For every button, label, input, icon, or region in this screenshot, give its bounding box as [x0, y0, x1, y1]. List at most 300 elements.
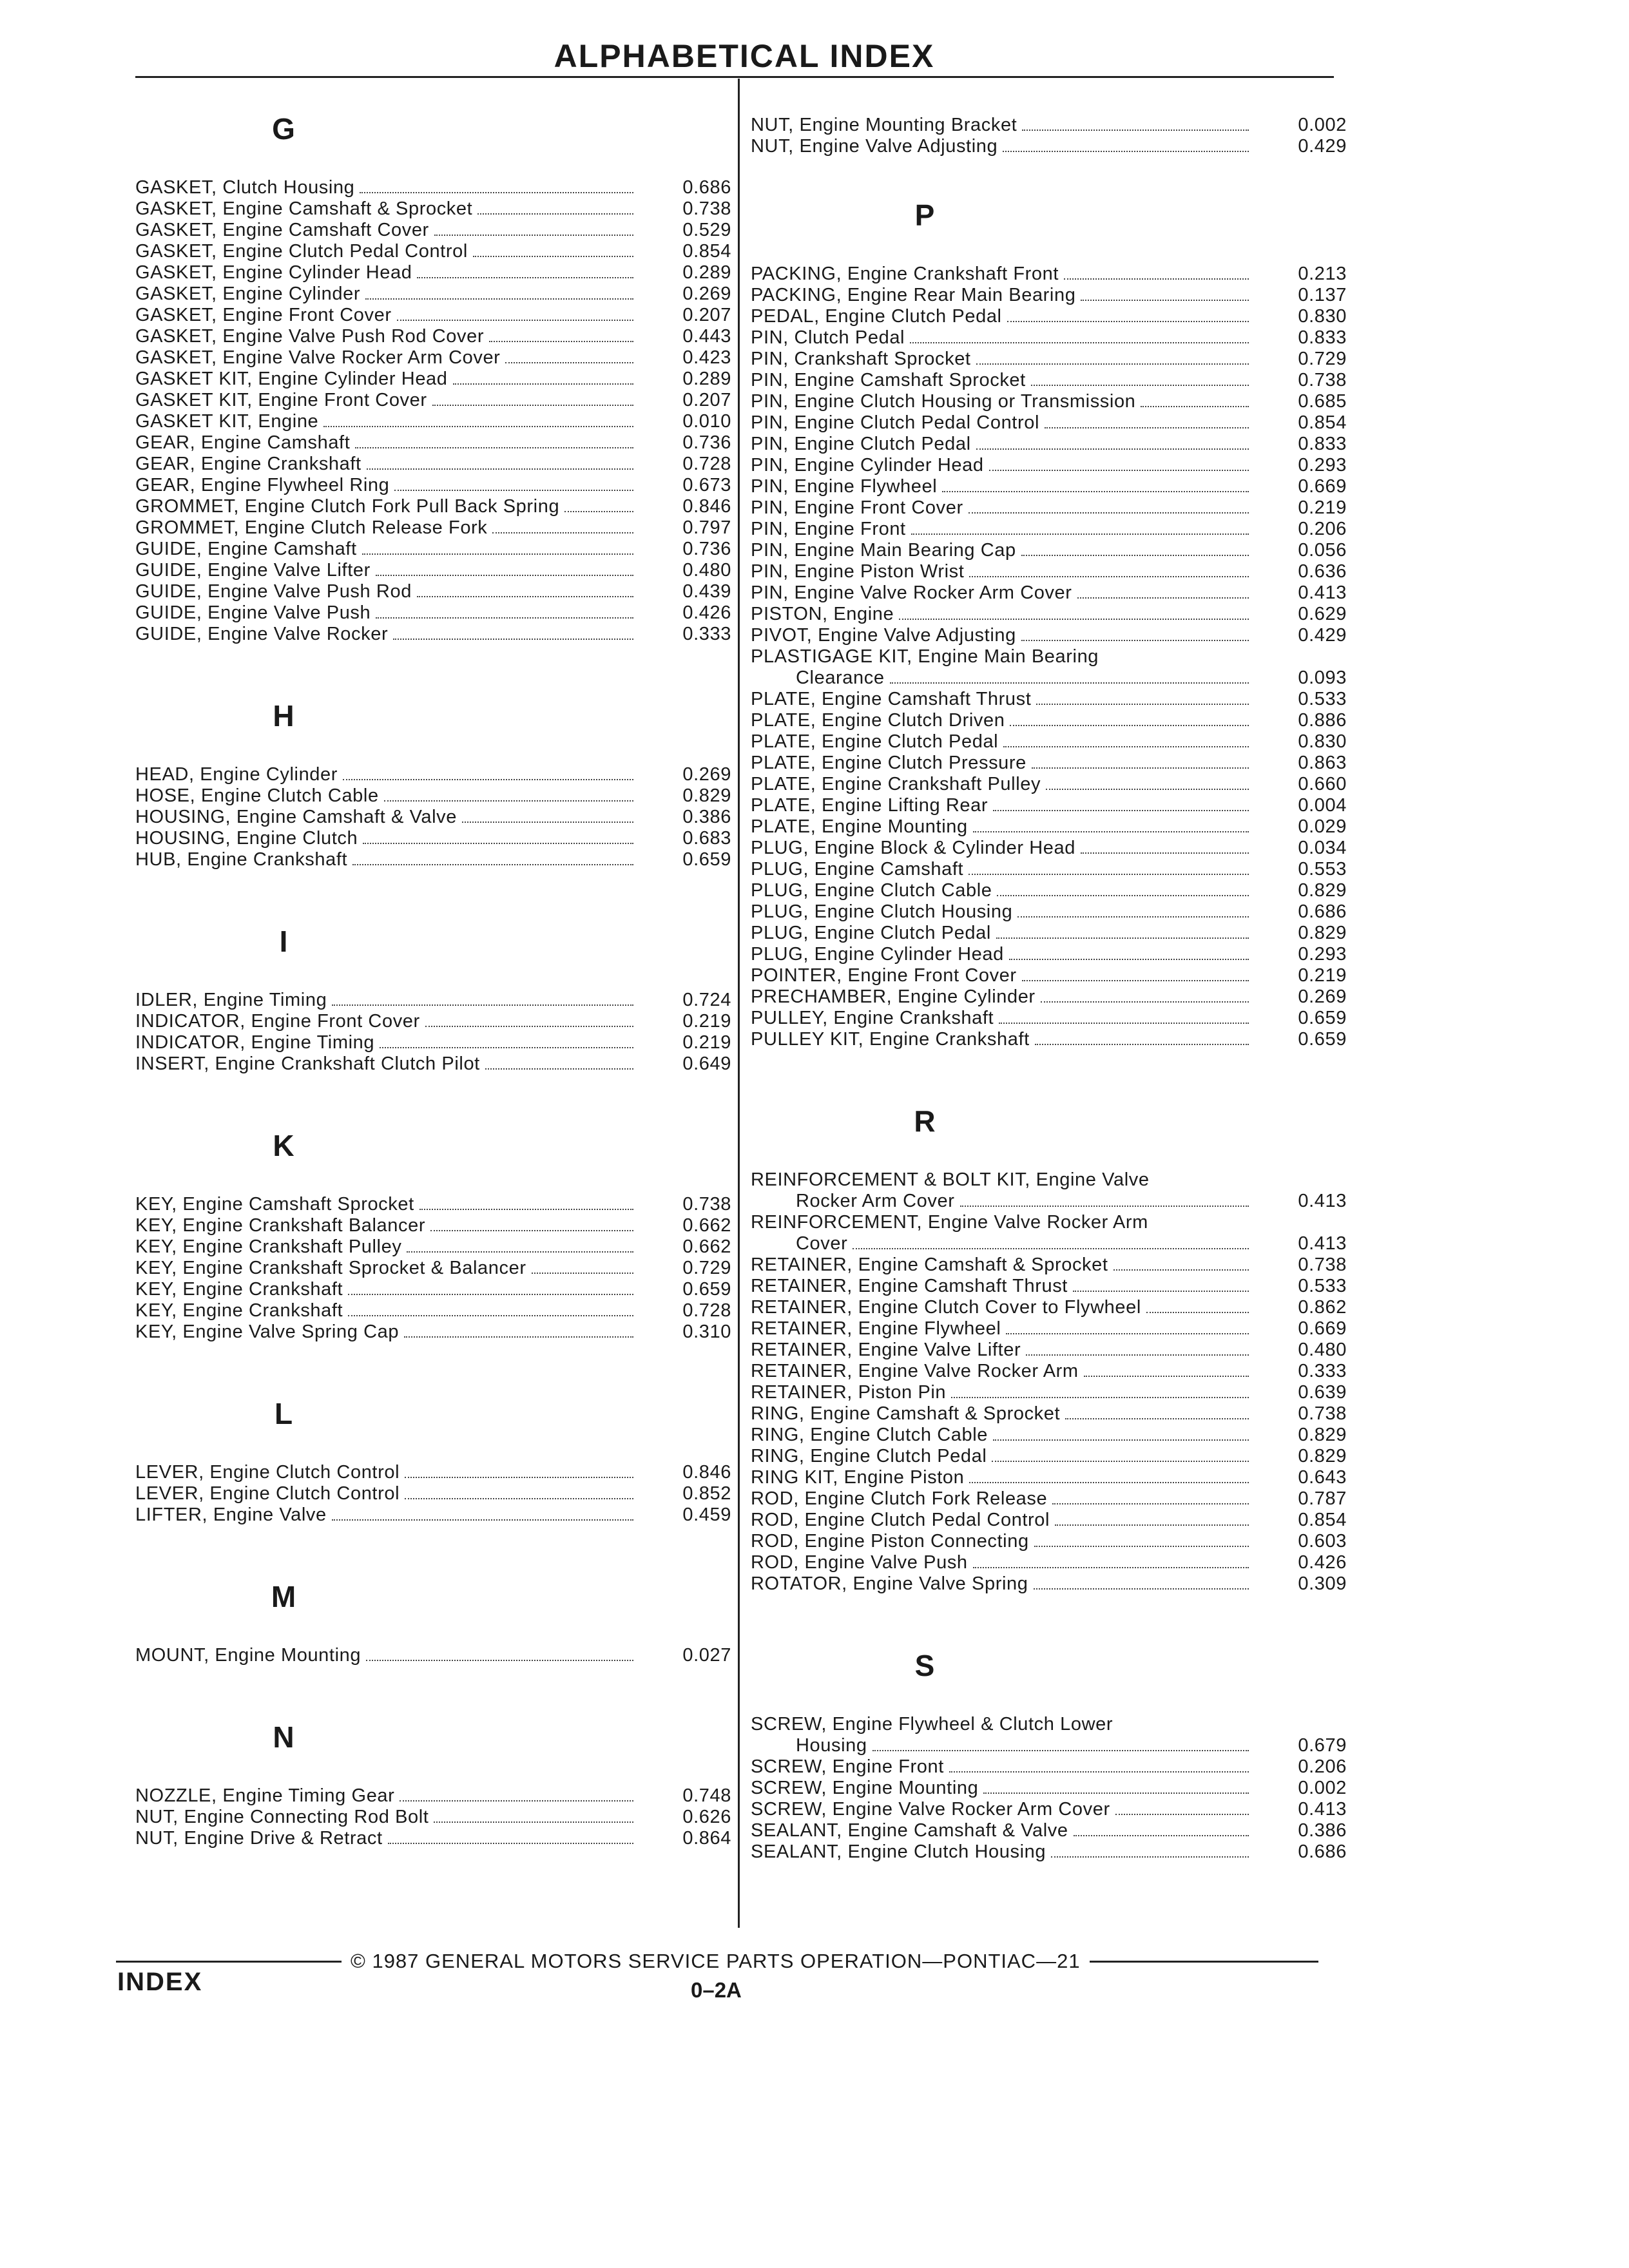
entry-label: INSERT, Engine Crankshaft Clutch Pilot — [135, 1053, 480, 1074]
index-entry — [751, 986, 1347, 1008]
entry-label: KEY, Engine Camshaft Sprocket — [135, 1194, 414, 1215]
entry-label: ROD, Engine Clutch Fork Release — [751, 1488, 1048, 1509]
index-entry — [751, 774, 1347, 795]
dot-leader — [417, 277, 633, 278]
index-entry — [751, 1756, 1347, 1778]
index-entry — [135, 1807, 731, 1828]
dot-leader — [1021, 555, 1249, 556]
entry-label: PLATE, Engine Crankshaft Pulley — [751, 774, 1041, 794]
index-entry — [751, 1820, 1347, 1841]
entry-label: PLUG, Engine Clutch Pedal — [751, 923, 991, 943]
index-entry — [135, 785, 731, 807]
index-entry — [135, 305, 731, 326]
left-column — [135, 97, 731, 1849]
index-entry — [751, 540, 1347, 561]
index-section — [135, 1564, 731, 1666]
section-letter: N — [273, 1720, 294, 1754]
entry-label: KEY, Engine Crankshaft — [135, 1279, 343, 1300]
entry-label: REINFORCEMENT, Engine Valve Rocker Arm — [751, 1212, 1148, 1233]
index-entry — [751, 519, 1347, 540]
index-entry — [751, 965, 1347, 986]
column-divider — [738, 79, 740, 1928]
entry-label: GROMMET, Engine Clutch Release Fork — [135, 517, 488, 538]
entry-page-ref: 0.213 — [1298, 264, 1347, 284]
entry-page-ref: 0.686 — [682, 177, 731, 198]
dot-leader — [362, 553, 633, 555]
section-letter: H — [273, 699, 294, 733]
dot-leader — [376, 617, 633, 619]
entry-label: GASKET KIT, Engine Cylinder Head — [135, 369, 448, 389]
entry-page-ref: 0.137 — [1298, 285, 1347, 305]
entry-page-ref: 0.852 — [682, 1483, 731, 1504]
entry-page-ref: 0.002 — [1298, 115, 1347, 135]
index-entry — [751, 1297, 1347, 1318]
dot-leader — [1113, 1269, 1249, 1271]
entry-label: PRECHAMBER, Engine Cylinder — [751, 986, 1036, 1007]
entry-label: PIN, Engine Front Cover — [751, 497, 963, 518]
entry-page-ref: 0.738 — [1298, 370, 1347, 390]
dot-leader — [492, 532, 633, 533]
section-letter: K — [273, 1129, 294, 1162]
index-entry — [751, 434, 1347, 455]
dot-leader — [993, 1439, 1249, 1441]
dot-leader — [1115, 1814, 1249, 1815]
index-entry — [135, 539, 731, 560]
dot-leader — [1052, 1503, 1249, 1504]
dot-leader — [973, 1567, 1249, 1568]
page-number: 0–2A — [691, 1978, 742, 2002]
entry-page-ref: 0.643 — [1298, 1467, 1347, 1488]
entry-label: PIN, Crankshaft Sprocket — [751, 349, 971, 369]
dot-leader — [853, 1248, 1249, 1249]
index-section — [751, 1089, 1347, 1595]
index-entry — [135, 262, 731, 284]
entry-page-ref: 0.386 — [1298, 1820, 1347, 1841]
index-entry — [751, 391, 1347, 412]
entry-label: NUT, Engine Connecting Rod Bolt — [135, 1807, 429, 1827]
entry-label: PLUG, Engine Clutch Cable — [751, 880, 992, 901]
entry-label: KEY, Engine Crankshaft Sprocket & Balancer — [135, 1258, 526, 1278]
index-entry — [751, 901, 1347, 923]
index-entry — [751, 327, 1347, 349]
dot-leader — [1081, 300, 1249, 301]
page-title: ALPHABETICAL INDEX — [554, 38, 935, 74]
index-entry — [751, 1714, 1347, 1735]
entry-page-ref: 0.686 — [1298, 1841, 1347, 1862]
entry-page-ref: 0.413 — [1298, 1191, 1347, 1211]
index-entry — [751, 1488, 1347, 1510]
entry-label: GASKET, Engine Cylinder — [135, 284, 361, 304]
index-entry — [751, 646, 1347, 668]
entry-label: Rocker Arm Cover — [796, 1191, 955, 1211]
index-entry — [135, 1300, 731, 1321]
entry-page-ref: 0.480 — [1298, 1340, 1347, 1360]
index-entry — [135, 517, 731, 539]
entry-label: HOUSING, Engine Camshaft & Valve — [135, 807, 457, 827]
entry-label: RING, Engine Clutch Pedal — [751, 1446, 987, 1466]
index-entry — [135, 347, 731, 369]
dot-leader — [976, 363, 1249, 365]
entry-label: GUIDE, Engine Valve Lifter — [135, 560, 371, 581]
dot-leader — [989, 470, 1249, 471]
entry-page-ref: 0.459 — [682, 1504, 731, 1525]
entry-label: GEAR, Engine Crankshaft — [135, 454, 361, 474]
entry-label: HEAD, Engine Cylinder — [135, 764, 338, 785]
dot-leader — [485, 1068, 633, 1070]
dot-leader — [505, 362, 633, 363]
entry-page-ref: 0.863 — [1298, 753, 1347, 773]
dot-leader — [899, 619, 1249, 620]
entry-label: ROTATOR, Engine Valve Spring — [751, 1573, 1028, 1594]
entry-label: POINTER, Engine Front Cover — [751, 965, 1017, 986]
entry-label: PIN, Engine Main Bearing Cap — [751, 540, 1016, 561]
entry-page-ref: 0.728 — [682, 1300, 731, 1321]
entry-page-ref: 0.662 — [682, 1236, 731, 1257]
entry-page-ref: 0.206 — [1298, 1756, 1347, 1777]
entry-label: GUIDE, Engine Valve Push Rod — [135, 581, 412, 602]
footer-text: © 1987 GENERAL MOTORS SERVICE PARTS OPERATION—PONTIAC—21 — [351, 1950, 1081, 1972]
entry-label: SEALANT, Engine Clutch Housing — [751, 1841, 1046, 1862]
section-label: INDEX — [117, 1968, 203, 1996]
dot-leader — [992, 1461, 1249, 1462]
dot-leader — [890, 682, 1249, 684]
entry-label: PACKING, Engine Crankshaft Front — [751, 264, 1059, 284]
index-section — [751, 1633, 1347, 1863]
entry-page-ref: 0.685 — [1298, 391, 1347, 412]
entry-page-ref: 0.289 — [682, 369, 731, 389]
index-entry — [751, 731, 1347, 753]
dot-leader — [1041, 1001, 1249, 1003]
index-entry — [751, 1233, 1347, 1254]
dot-leader — [365, 298, 633, 300]
index-entry — [751, 668, 1347, 689]
entry-label: SCREW, Engine Mounting — [751, 1778, 979, 1798]
entry-page-ref: 0.004 — [1298, 795, 1347, 816]
footer-rule-right — [1090, 1961, 1318, 1963]
entry-label: PEDAL, Engine Clutch Pedal — [751, 306, 1002, 327]
entry-label: PIN, Engine Flywheel — [751, 476, 938, 497]
index-entry — [135, 454, 731, 475]
entry-label: RETAINER, Engine Camshaft Thrust — [751, 1276, 1068, 1296]
entry-page-ref: 0.659 — [682, 849, 731, 870]
entry-label: SCREW, Engine Valve Rocker Arm Cover — [751, 1799, 1110, 1820]
dot-leader — [973, 831, 1249, 832]
dot-leader — [1034, 1588, 1249, 1590]
entry-page-ref: 0.854 — [1298, 1510, 1347, 1530]
dot-leader — [1003, 746, 1249, 747]
entry-page-ref: 0.683 — [682, 828, 731, 849]
dot-leader — [1007, 321, 1249, 322]
entry-label: MOUNT, Engine Mounting — [135, 1645, 361, 1666]
index-entry — [751, 1169, 1347, 1191]
dot-leader — [393, 639, 633, 640]
entry-page-ref: 0.269 — [682, 764, 731, 785]
dot-leader — [366, 1660, 633, 1661]
entry-page-ref: 0.413 — [1298, 1233, 1347, 1254]
dot-leader — [1009, 959, 1249, 960]
index-entry — [751, 1403, 1347, 1425]
index-entry — [751, 1029, 1347, 1050]
top-rule — [135, 76, 1334, 78]
entry-label: RING, Engine Clutch Cable — [751, 1425, 988, 1445]
index-entry — [751, 1531, 1347, 1552]
entry-label: PIN, Engine Clutch Housing or Transmission — [751, 391, 1136, 412]
index-entry — [751, 944, 1347, 965]
entry-page-ref: 0.636 — [1298, 561, 1347, 582]
entry-label: PIN, Engine Cylinder Head — [751, 455, 984, 476]
dot-leader — [473, 256, 633, 257]
entry-page-ref: 0.386 — [682, 807, 731, 827]
entry-page-ref: 0.443 — [682, 326, 731, 347]
index-entry — [751, 689, 1347, 710]
entry-page-ref: 0.846 — [682, 496, 731, 517]
index-entry — [135, 475, 731, 496]
index-entry — [135, 411, 731, 432]
entry-label: LIFTER, Engine Valve — [135, 1504, 327, 1525]
dot-leader — [910, 342, 1249, 343]
dot-leader — [434, 1821, 633, 1823]
entry-page-ref: 0.423 — [682, 347, 731, 368]
index-entry — [135, 1462, 731, 1483]
entry-page-ref: 0.439 — [682, 581, 731, 602]
entry-label: PIVOT, Engine Valve Adjusting — [751, 625, 1016, 646]
index-entry — [751, 455, 1347, 476]
entry-label: RETAINER, Engine Valve Rocker Arm — [751, 1361, 1079, 1381]
entry-label: ROD, Engine Piston Connecting — [751, 1531, 1029, 1552]
dot-leader — [434, 235, 633, 236]
entry-page-ref: 0.833 — [1298, 434, 1347, 454]
dot-leader — [407, 1251, 633, 1253]
index-entry — [135, 1032, 731, 1053]
entry-page-ref: 0.738 — [1298, 1403, 1347, 1424]
index-entry — [751, 306, 1347, 327]
dot-leader — [453, 383, 633, 385]
entry-label: PIN, Engine Valve Rocker Arm Cover — [751, 582, 1072, 603]
dot-leader — [323, 426, 633, 427]
footer-rule-left — [116, 1961, 342, 1963]
entry-page-ref: 0.854 — [1298, 412, 1347, 433]
section-letter: L — [274, 1397, 293, 1430]
entry-page-ref: 0.002 — [1298, 1778, 1347, 1798]
entry-page-ref: 0.289 — [682, 262, 731, 283]
dot-leader — [1031, 385, 1249, 386]
index-entry — [135, 1828, 731, 1849]
entry-label: INDICATOR, Engine Front Cover — [135, 1011, 420, 1032]
index-entry — [751, 1799, 1347, 1820]
entry-page-ref: 0.269 — [682, 284, 731, 304]
entry-page-ref: 0.659 — [682, 1279, 731, 1300]
entry-label: ROD, Engine Clutch Pedal Control — [751, 1510, 1050, 1530]
entry-page-ref: 0.219 — [682, 1011, 731, 1032]
dot-leader — [1077, 597, 1249, 599]
entry-page-ref: 0.736 — [682, 432, 731, 453]
index-entry — [135, 496, 731, 517]
entry-label: PLUG, Engine Clutch Housing — [751, 901, 1013, 922]
dot-leader — [1073, 1291, 1249, 1292]
entry-label: PIN, Engine Front — [751, 519, 906, 539]
entry-label: RETAINER, Engine Camshaft & Sprocket — [751, 1254, 1108, 1275]
entry-page-ref: 0.649 — [682, 1053, 731, 1074]
dot-leader — [432, 405, 633, 406]
section-letter: I — [279, 925, 288, 958]
index-entry — [751, 264, 1347, 285]
dot-leader — [384, 800, 633, 802]
entry-page-ref: 0.629 — [1298, 604, 1347, 624]
index-entry — [135, 326, 731, 347]
entry-page-ref: 0.293 — [1298, 455, 1347, 476]
entry-page-ref: 0.219 — [682, 1032, 731, 1053]
dot-leader — [417, 596, 633, 597]
entry-label: GASKET, Engine Camshaft Cover — [135, 220, 429, 240]
index-entry — [135, 560, 731, 581]
index-entry — [751, 1212, 1347, 1233]
index-entry — [751, 1510, 1347, 1531]
index-entry — [751, 816, 1347, 838]
entry-label: GASKET, Engine Valve Push Rod Cover — [135, 326, 485, 347]
entry-label: LEVER, Engine Clutch Control — [135, 1462, 400, 1483]
index-section — [751, 183, 1347, 1050]
index-entry — [135, 1321, 731, 1343]
dot-leader — [1003, 151, 1249, 152]
index-entry — [751, 561, 1347, 582]
entry-label: GUIDE, Engine Camshaft — [135, 539, 357, 559]
index-entry — [751, 1425, 1347, 1446]
entry-label: HOSE, Engine Clutch Cable — [135, 785, 379, 806]
entry-label: GEAR, Engine Camshaft — [135, 432, 351, 453]
entry-page-ref: 0.269 — [1298, 986, 1347, 1007]
entry-label: PLUG, Engine Camshaft — [751, 859, 964, 879]
entry-label: GUIDE, Engine Valve Push — [135, 602, 371, 623]
entry-label: KEY, Engine Crankshaft Balancer — [135, 1215, 426, 1236]
dot-leader — [462, 822, 633, 823]
entry-label: PLATE, Engine Clutch Pedal — [751, 731, 999, 752]
entry-page-ref: 0.429 — [1298, 625, 1347, 646]
entry-page-ref: 0.413 — [1298, 582, 1347, 603]
dot-leader — [1021, 640, 1249, 641]
entry-label: RETAINER, Engine Valve Lifter — [751, 1340, 1021, 1360]
dot-leader — [1055, 1524, 1249, 1526]
dot-leader — [355, 447, 633, 448]
index-entry — [135, 1215, 731, 1236]
index-entry — [135, 581, 731, 602]
entry-label: GASKET, Engine Camshaft & Sprocket — [135, 198, 473, 219]
entry-page-ref: 0.027 — [682, 1645, 731, 1666]
entry-label: KEY, Engine Crankshaft Pulley — [135, 1236, 402, 1257]
index-entry — [135, 1053, 731, 1075]
entry-page-ref: 0.219 — [1298, 965, 1347, 986]
dot-leader — [397, 320, 633, 321]
dot-leader — [1026, 1354, 1249, 1356]
dot-leader — [532, 1273, 633, 1274]
section-letter: R — [914, 1104, 936, 1138]
dot-leader — [1146, 1312, 1249, 1313]
entry-page-ref: 0.333 — [1298, 1361, 1347, 1381]
entry-page-ref: 0.333 — [682, 624, 731, 644]
entry-page-ref: 0.846 — [682, 1462, 731, 1483]
dot-leader — [388, 1843, 633, 1844]
entry-label: KEY, Engine Valve Spring Cap — [135, 1321, 400, 1342]
entry-page-ref: 0.736 — [682, 539, 731, 559]
dot-leader — [394, 490, 633, 491]
dot-leader — [951, 1397, 1249, 1398]
entry-label: PIN, Clutch Pedal — [751, 327, 905, 348]
entry-page-ref: 0.603 — [1298, 1531, 1347, 1552]
dot-leader — [376, 575, 633, 576]
entry-label: KEY, Engine Crankshaft — [135, 1300, 343, 1321]
entry-page-ref: 0.669 — [1298, 476, 1347, 497]
dot-leader — [969, 512, 1249, 514]
index-section — [135, 1705, 731, 1849]
entry-page-ref: 0.010 — [682, 411, 731, 432]
dot-leader — [997, 895, 1249, 896]
entry-page-ref: 0.034 — [1298, 838, 1347, 858]
entry-label: GEAR, Engine Flywheel Ring — [135, 475, 390, 495]
index-entry — [751, 1446, 1347, 1467]
dot-leader — [1074, 1835, 1249, 1836]
index-entry — [751, 1254, 1347, 1276]
dot-leader — [993, 810, 1249, 811]
section-letter: G — [272, 112, 295, 146]
entry-label: PIN, Engine Clutch Pedal — [751, 434, 971, 454]
index-entry — [751, 923, 1347, 944]
entry-label: GASKET, Engine Cylinder Head — [135, 262, 412, 283]
dot-leader — [1081, 852, 1249, 854]
entry-label: PISTON, Engine — [751, 604, 894, 624]
index-entry — [135, 764, 731, 785]
dot-leader — [1017, 916, 1249, 918]
dot-leader — [1010, 725, 1249, 726]
dot-leader — [1084, 1376, 1249, 1377]
index-entry — [751, 497, 1347, 519]
dot-leader — [343, 779, 633, 780]
entry-label: REINFORCEMENT & BOLT KIT, Engine Valve — [751, 1169, 1150, 1190]
index-section — [135, 1381, 731, 1526]
dot-leader — [999, 1023, 1249, 1024]
entry-page-ref: 0.553 — [1298, 859, 1347, 879]
index-entry — [751, 285, 1347, 306]
entry-label: PLATE, Engine Clutch Driven — [751, 710, 1005, 731]
dot-leader — [332, 1004, 633, 1006]
entry-label: GASKET, Clutch Housing — [135, 177, 355, 198]
entry-label: GASKET, Engine Valve Rocker Arm Cover — [135, 347, 501, 368]
index-entry — [135, 1279, 731, 1300]
entry-page-ref: 0.829 — [1298, 880, 1347, 901]
entry-page-ref: 0.886 — [1298, 710, 1347, 731]
dot-leader — [911, 533, 1249, 535]
entry-page-ref: 0.207 — [682, 305, 731, 325]
index-entry — [751, 1340, 1347, 1361]
entry-label: SCREW, Engine Front — [751, 1756, 944, 1777]
entry-label: NUT, Engine Drive & Retract — [135, 1828, 383, 1849]
dot-leader — [1051, 1856, 1249, 1858]
entry-label: RETAINER, Piston Pin — [751, 1382, 947, 1403]
entry-label: PLATE, Engine Mounting — [751, 816, 968, 837]
index-entry — [135, 1194, 731, 1215]
index-entry — [135, 284, 731, 305]
entry-label: GASKET KIT, Engine — [135, 411, 319, 432]
entry-page-ref: 0.738 — [1298, 1254, 1347, 1275]
index-entry — [135, 369, 731, 390]
entry-page-ref: 0.833 — [1298, 327, 1347, 348]
index-entry — [751, 1552, 1347, 1573]
index-entry — [135, 807, 731, 828]
entry-label: RING, Engine Camshaft & Sprocket — [751, 1403, 1061, 1424]
index-entry — [751, 1191, 1347, 1212]
entry-page-ref: 0.626 — [682, 1807, 731, 1827]
index-entry — [751, 1467, 1347, 1488]
dot-leader — [348, 1315, 633, 1316]
entry-label: SEALANT, Engine Camshaft & Valve — [751, 1820, 1068, 1841]
